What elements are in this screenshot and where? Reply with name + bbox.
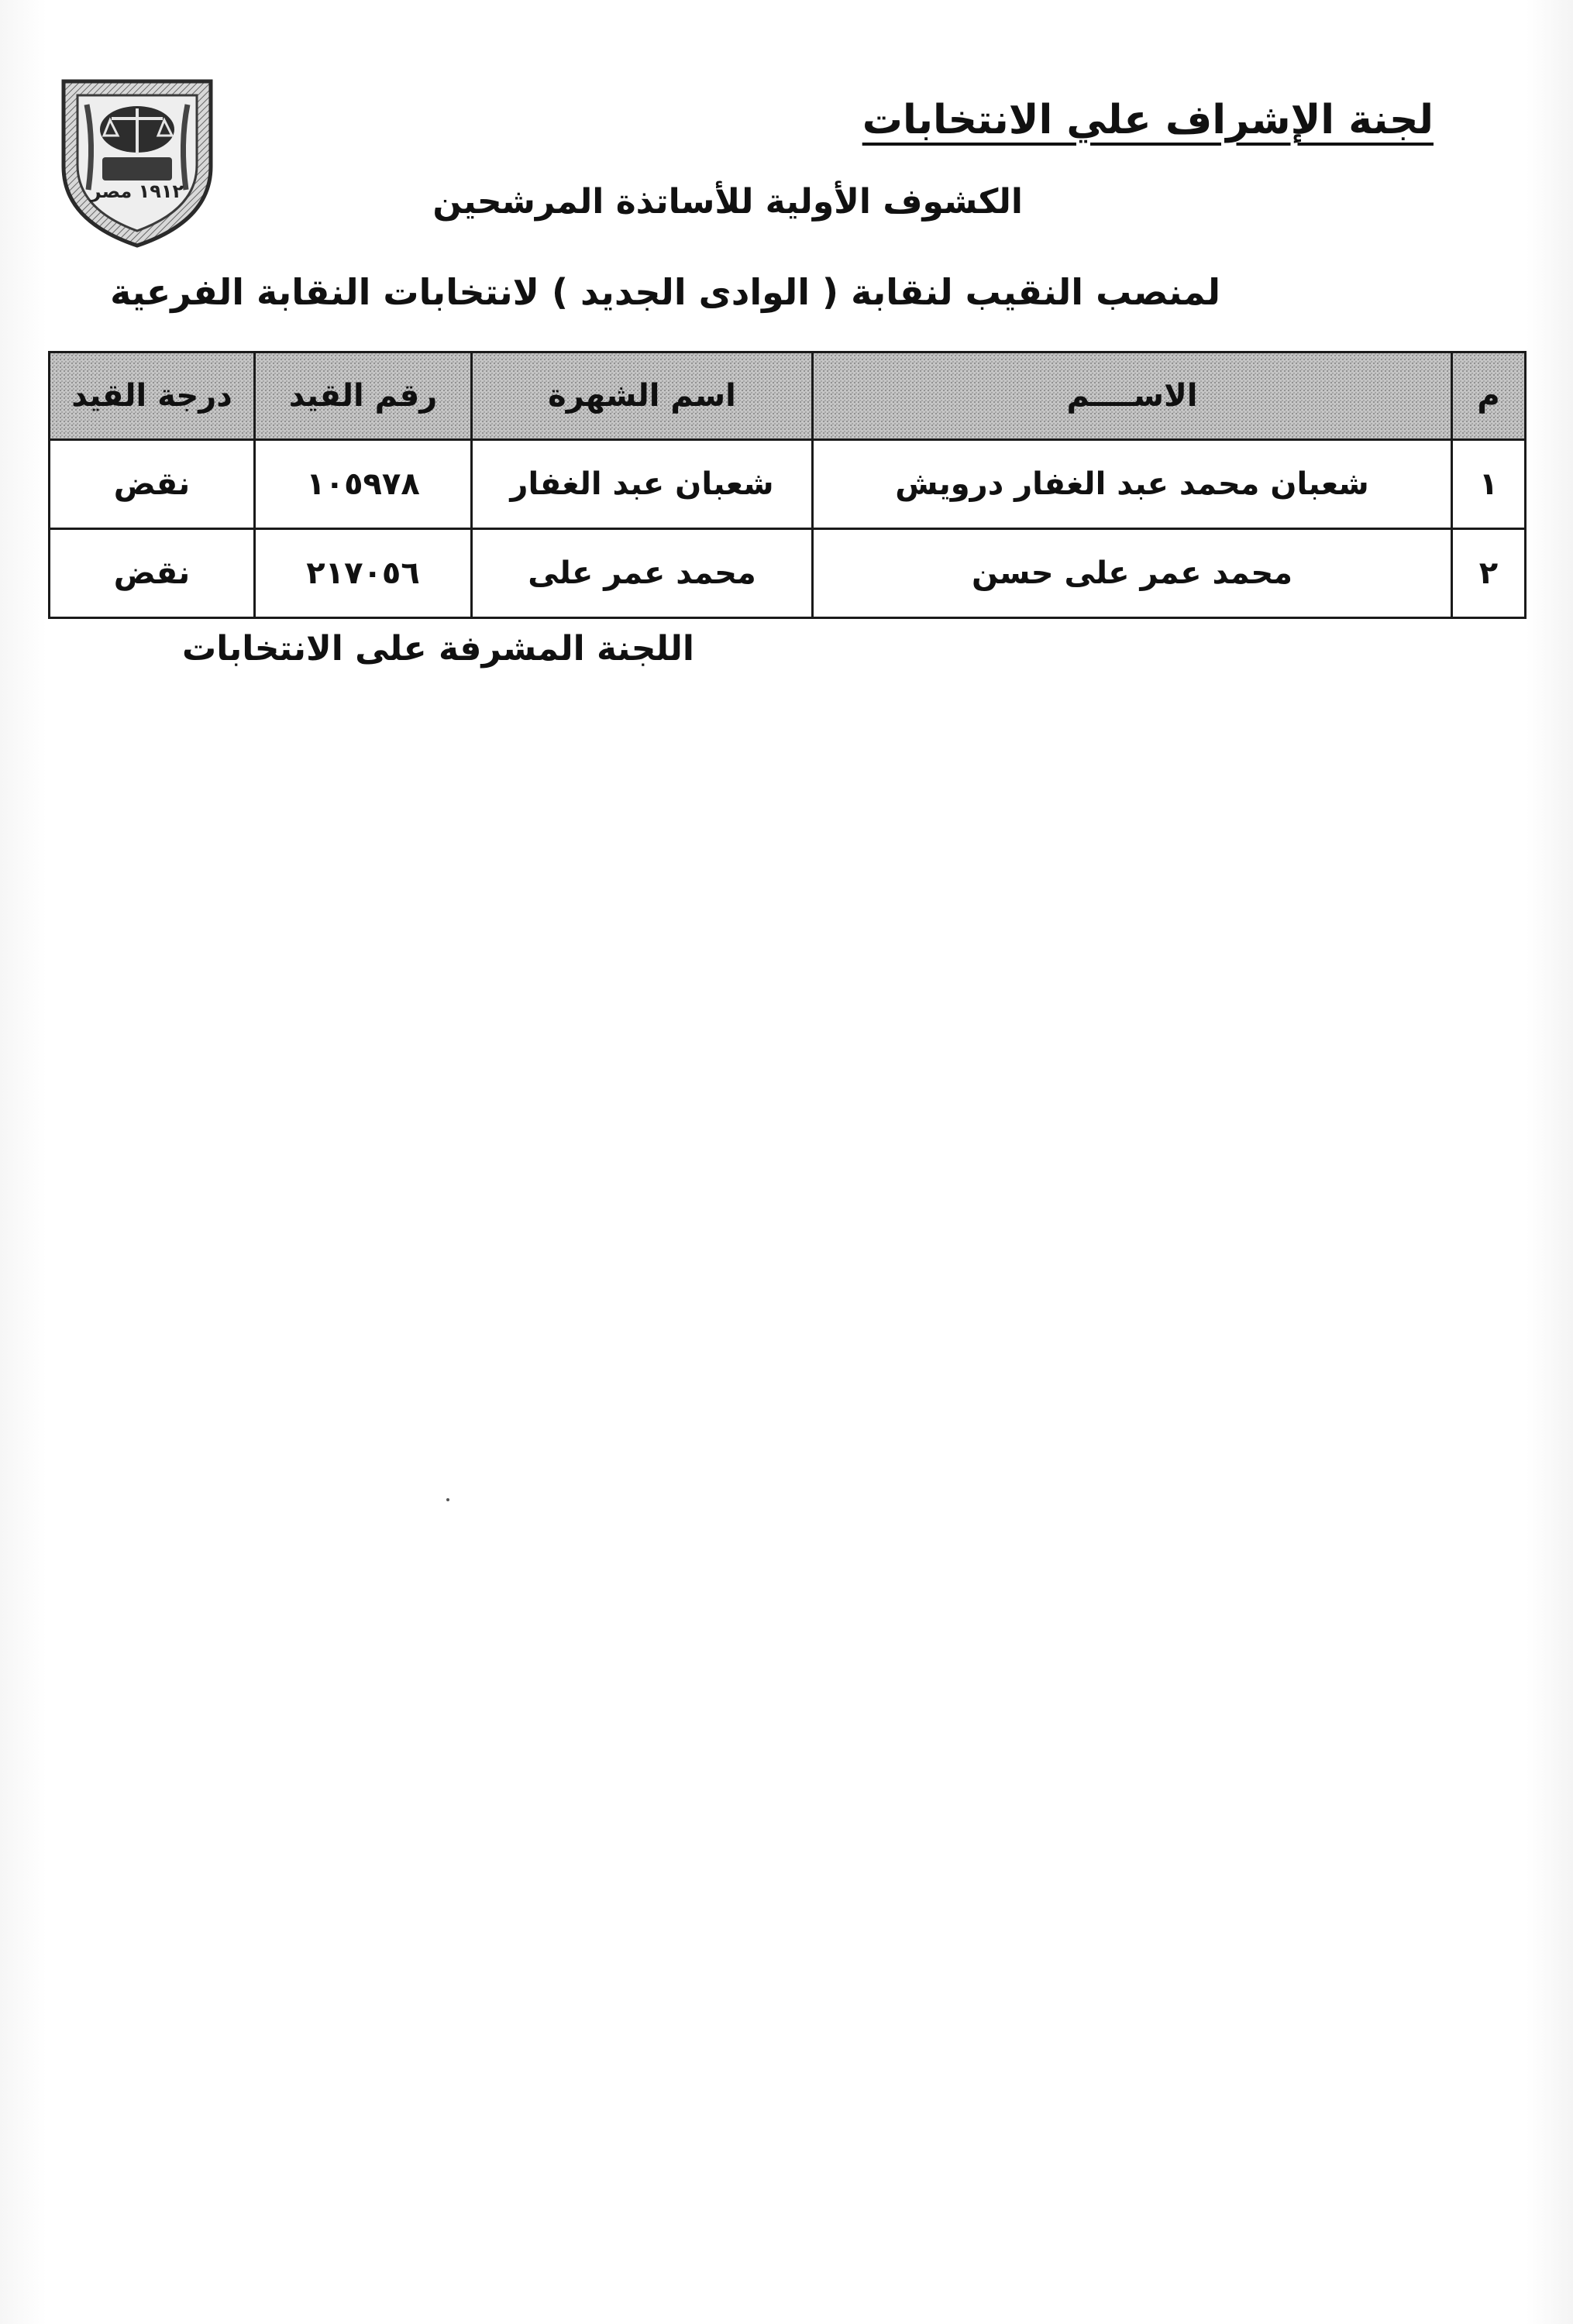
row-number-cell: ١ [1452,440,1526,529]
candidates-table [48,351,1527,619]
registration-grade-cell: نقض [50,440,255,529]
column-header-name: الاســــم [813,352,1452,440]
position-title: لمنصب النقيب لنقابة ( الوادى الجديد ) لانتخابات النقابة الفرعية [110,271,1220,313]
column-header-registration-grade: درجة القيد [50,352,255,440]
column-header-known-as: اسم الشهرة [472,352,813,440]
list-title: الكشوف الأولية للأساتذة المرشحين [432,182,1023,222]
scan-speck [446,1498,449,1501]
row-number-cell: ٢ [1452,529,1526,618]
column-header-registration-number: رقم القيد [255,352,472,440]
bar-association-emblem-logo [48,74,226,252]
table-row [50,529,1526,618]
known-as-cell: محمد عمر على [472,529,813,618]
registration-number-cell: ٢١٧٠٥٦ [255,529,472,618]
table-header-row [50,352,1526,440]
known-as-cell: شعبان عبد الغفار [472,440,813,529]
committee-title: لجنة الإشراف علي الانتخابات [862,97,1434,143]
registration-number-cell: ١٠٥٩٧٨ [255,440,472,529]
supervising-committee-signature: اللجنة المشرفة على الانتخابات [182,629,694,669]
emblem-year-text: ١٩١٢ مصر [90,180,184,202]
registration-grade-cell: نقض [50,529,255,618]
table-row [50,440,1526,529]
candidate-name-cell: محمد عمر على حسن [813,529,1452,618]
candidate-name-cell: شعبان محمد عبد الغفار درويش [813,440,1452,529]
column-header-number: م [1452,352,1526,440]
